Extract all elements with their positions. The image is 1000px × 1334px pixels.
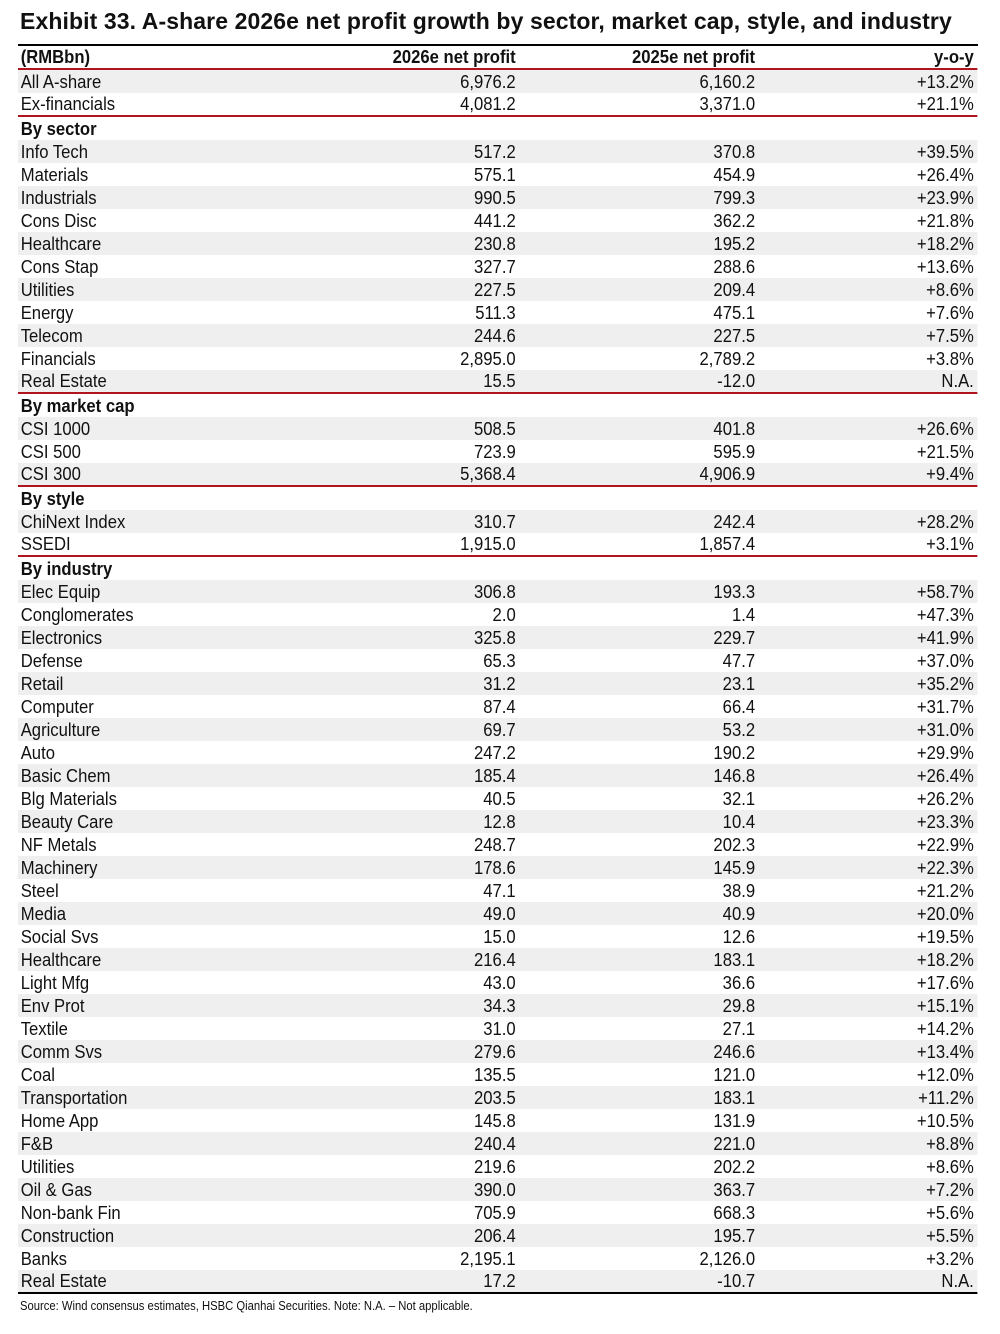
value-2026e: 87.4 — [483, 696, 516, 717]
table-row — [18, 440, 977, 463]
row-label: Env Prot — [20, 995, 85, 1016]
table-row — [18, 1086, 977, 1109]
value-2026e: 203.5 — [474, 1087, 516, 1108]
table-row — [18, 70, 977, 93]
value-yoy: +35.2% — [916, 673, 974, 694]
section-header-row — [18, 394, 977, 417]
table-row — [18, 902, 977, 925]
value-yoy: +21.2% — [916, 880, 974, 901]
value-2026e: 1,915.0 — [460, 533, 516, 554]
value-yoy: +31.7% — [916, 696, 974, 717]
value-yoy: +13.6% — [916, 256, 974, 277]
value-yoy: +23.9% — [916, 187, 974, 208]
value-yoy: +8.6% — [926, 279, 974, 300]
profit-growth-table — [18, 44, 978, 1294]
value-yoy: +26.6% — [916, 418, 974, 439]
table-row — [18, 1155, 977, 1178]
row-label: ChiNext Index — [20, 511, 126, 532]
table-body — [18, 70, 978, 1294]
value-2025e: 190.2 — [713, 742, 756, 763]
table-row — [18, 232, 977, 255]
table-row — [18, 695, 977, 718]
section-label: By market cap — [20, 395, 135, 416]
table-row — [18, 417, 977, 440]
value-2025e: 3,371.0 — [699, 93, 756, 114]
row-label: Home App — [20, 1110, 99, 1131]
value-2026e: 47.1 — [483, 880, 516, 901]
table-header-row — [18, 46, 977, 70]
value-2026e: 244.6 — [474, 325, 516, 346]
table-row — [18, 1270, 977, 1294]
value-2025e: 1,857.4 — [699, 533, 756, 554]
table-row — [18, 140, 977, 163]
row-label: Cons Stap — [20, 256, 99, 277]
value-2026e: 17.2 — [483, 1270, 516, 1291]
value-yoy: +8.6% — [926, 1156, 974, 1177]
section-header-row — [18, 117, 977, 140]
value-2025e: 401.8 — [713, 418, 756, 439]
value-2026e: 43.0 — [483, 972, 516, 993]
table-row — [18, 186, 977, 209]
value-2026e: 325.8 — [474, 627, 516, 648]
row-label: Info Tech — [20, 141, 88, 162]
value-2026e: 2,195.1 — [460, 1248, 516, 1269]
section-label: By style — [20, 488, 85, 509]
value-yoy: +41.9% — [916, 627, 974, 648]
value-2025e: 121.0 — [713, 1064, 756, 1085]
value-2026e: 206.4 — [474, 1225, 516, 1246]
row-label: Oil & Gas — [20, 1179, 92, 1200]
value-yoy: N.A. — [941, 370, 974, 391]
table-row — [18, 741, 977, 764]
value-yoy: +11.2% — [918, 1087, 974, 1108]
value-2026e: 508.5 — [474, 418, 516, 439]
value-yoy: +26.2% — [916, 788, 974, 809]
row-label: Retail — [20, 673, 64, 694]
value-2026e: 227.5 — [474, 279, 516, 300]
row-label: Ex-financials — [20, 93, 116, 114]
row-label: Electronics — [20, 627, 103, 648]
value-2025e: 32.1 — [722, 788, 756, 809]
value-2025e: 246.6 — [713, 1041, 756, 1062]
row-label: Real Estate — [20, 370, 107, 391]
row-label: Textile — [20, 1018, 68, 1039]
value-yoy: +7.5% — [926, 325, 974, 346]
value-2026e: 49.0 — [483, 903, 516, 924]
value-yoy: +13.4% — [916, 1041, 974, 1062]
value-2026e: 306.8 — [474, 581, 516, 602]
table-row — [18, 324, 977, 347]
source-note: Source: Wind consensus estimates, HSBC Qianhai Securities. Note: N.A. – Not applicable. — [20, 1299, 473, 1313]
row-label: Coal — [20, 1064, 55, 1085]
table-row — [18, 718, 977, 741]
table-row — [18, 463, 977, 487]
row-label: Industrials — [20, 187, 97, 208]
row-label: Light Mfg — [20, 972, 90, 993]
value-2025e: 53.2 — [722, 719, 756, 740]
value-2025e: 221.0 — [713, 1133, 756, 1154]
value-yoy: +18.2% — [916, 949, 974, 970]
section-header-row — [18, 487, 977, 510]
row-label: Utilities — [20, 279, 75, 300]
value-2026e: 327.7 — [474, 256, 516, 277]
value-2026e: 15.5 — [483, 370, 516, 391]
row-label: Transportation — [20, 1087, 128, 1108]
exhibit-title: Exhibit 33. A-share 2026e net profit growth by sector, market cap, style, and industry — [20, 8, 952, 34]
value-2025e: 6,160.2 — [699, 71, 756, 92]
value-2026e: 279.6 — [474, 1041, 516, 1062]
table-row — [18, 672, 977, 695]
row-label: Media — [20, 903, 67, 924]
value-yoy: +5.5% — [926, 1225, 974, 1246]
value-2025e: 370.8 — [713, 141, 756, 162]
value-2025e: 145.9 — [713, 857, 756, 878]
value-2026e: 15.0 — [483, 926, 516, 947]
table-row — [18, 255, 977, 278]
value-2026e: 240.4 — [474, 1133, 516, 1154]
value-2025e: 475.1 — [713, 302, 756, 323]
value-yoy: +14.2% — [916, 1018, 974, 1039]
table-row — [18, 856, 977, 879]
row-label: Energy — [20, 302, 74, 323]
value-2025e: 195.7 — [713, 1225, 756, 1246]
table-row — [18, 1063, 977, 1086]
table-row — [18, 879, 977, 902]
value-2025e: 47.7 — [722, 650, 756, 671]
value-yoy: +23.3% — [916, 811, 974, 832]
table-row — [18, 1178, 977, 1201]
value-2026e: 5,368.4 — [460, 463, 516, 484]
value-yoy: +7.2% — [926, 1179, 974, 1200]
value-2026e: 12.8 — [483, 811, 516, 832]
value-2025e: 288.6 — [713, 256, 756, 277]
table-row — [18, 1224, 977, 1247]
header-unit: (RMBbn) — [20, 46, 91, 67]
value-yoy: +9.4% — [926, 463, 974, 484]
row-label: Cons Disc — [20, 210, 97, 231]
table-row — [18, 93, 977, 117]
value-yoy: +10.5% — [916, 1110, 974, 1131]
row-label: Comm Svs — [20, 1041, 103, 1062]
row-label: Healthcare — [20, 233, 102, 254]
section-label: By sector — [20, 118, 97, 139]
row-label: Real Estate — [20, 1270, 107, 1291]
value-2026e: 135.5 — [474, 1064, 516, 1085]
table-row — [18, 787, 977, 810]
value-2025e: 2,126.0 — [699, 1248, 756, 1269]
value-2025e: 27.1 — [722, 1018, 756, 1039]
table-row — [18, 301, 977, 324]
value-yoy: +47.3% — [916, 604, 974, 625]
value-2026e: 230.8 — [474, 233, 516, 254]
row-label: Basic Chem — [20, 765, 111, 786]
value-2025e: -12.0 — [717, 370, 756, 391]
value-yoy: +58.7% — [916, 581, 974, 602]
table-row — [18, 510, 977, 533]
table-row — [18, 1109, 977, 1132]
value-yoy: +19.5% — [916, 926, 974, 947]
row-label: Auto — [20, 742, 55, 763]
table-row — [18, 971, 977, 994]
value-yoy: +29.9% — [916, 742, 974, 763]
value-2026e: 2,895.0 — [460, 348, 516, 369]
value-2025e: 4,906.9 — [699, 463, 756, 484]
value-2026e: 34.3 — [483, 995, 516, 1016]
value-2026e: 517.2 — [474, 141, 516, 162]
value-yoy: +28.2% — [916, 511, 974, 532]
value-2025e: 146.8 — [713, 765, 756, 786]
table-row — [18, 948, 977, 971]
value-yoy: +20.0% — [916, 903, 974, 924]
value-2025e: 23.1 — [722, 673, 756, 694]
section-label: By industry — [20, 558, 113, 579]
table-row — [18, 925, 977, 948]
value-2025e: 242.4 — [713, 511, 756, 532]
value-2025e: 209.4 — [713, 279, 756, 300]
value-2025e: 799.3 — [713, 187, 756, 208]
value-2026e: 6,976.2 — [460, 71, 516, 92]
table-row — [18, 1247, 977, 1270]
value-2025e: 202.3 — [713, 834, 756, 855]
value-2025e: 229.7 — [713, 627, 756, 648]
value-yoy: +5.6% — [926, 1202, 974, 1223]
value-2026e: 575.1 — [474, 164, 516, 185]
value-yoy: +17.6% — [916, 972, 974, 993]
value-2026e: 31.0 — [483, 1018, 516, 1039]
table-row — [18, 278, 977, 301]
value-2026e: 511.3 — [475, 302, 516, 323]
row-label: Steel — [20, 880, 59, 901]
row-label: Financials — [20, 348, 96, 369]
value-2026e: 40.5 — [483, 788, 516, 809]
value-2025e: 193.3 — [713, 581, 756, 602]
value-yoy: +26.4% — [916, 164, 974, 185]
table-row — [18, 1040, 977, 1063]
row-label: Blg Materials — [20, 788, 117, 809]
value-2025e: 668.3 — [713, 1202, 756, 1223]
value-2025e: -10.7 — [717, 1270, 756, 1291]
value-2026e: 216.4 — [474, 949, 516, 970]
value-2025e: 362.2 — [713, 210, 756, 231]
row-label: Beauty Care — [20, 811, 114, 832]
row-label: Agriculture — [20, 719, 101, 740]
table-row — [18, 626, 977, 649]
value-yoy: +18.2% — [916, 233, 974, 254]
value-2025e: 66.4 — [722, 696, 756, 717]
value-yoy: +13.2% — [916, 71, 974, 92]
row-label: SSEDI — [20, 533, 71, 554]
value-yoy: +7.6% — [926, 302, 974, 323]
row-label: CSI 300 — [20, 463, 81, 484]
value-yoy: +37.0% — [916, 650, 974, 671]
value-2026e: 990.5 — [474, 187, 516, 208]
table-row — [18, 347, 977, 370]
table-row — [18, 649, 977, 672]
value-yoy: +26.4% — [916, 765, 974, 786]
value-2026e: 219.6 — [474, 1156, 516, 1177]
value-2026e: 705.9 — [474, 1202, 516, 1223]
value-2025e: 195.2 — [713, 233, 756, 254]
row-label: Computer — [20, 696, 94, 717]
row-label: F&B — [20, 1133, 54, 1154]
header-yoy: y-o-y — [934, 46, 974, 67]
table-row — [18, 163, 977, 186]
row-label: Materials — [20, 164, 89, 185]
row-label: Non-bank Fin — [20, 1202, 121, 1223]
value-yoy: +21.5% — [916, 441, 974, 462]
row-label: Telecom — [20, 325, 83, 346]
value-2026e: 441.2 — [474, 210, 516, 231]
table-row — [18, 1201, 977, 1224]
value-2026e: 69.7 — [483, 719, 516, 740]
value-yoy: +22.9% — [916, 834, 974, 855]
row-label: Social Svs — [20, 926, 99, 947]
header-2026e: 2026e net profit — [392, 46, 516, 67]
value-2025e: 202.2 — [713, 1156, 756, 1177]
row-label: Banks — [20, 1248, 67, 1269]
value-yoy: N.A. — [941, 1270, 974, 1291]
value-2025e: 38.9 — [722, 880, 756, 901]
table-row — [18, 209, 977, 232]
value-2025e: 12.6 — [722, 926, 756, 947]
value-2026e: 248.7 — [474, 834, 516, 855]
row-label: Defense — [20, 650, 83, 671]
value-2025e: 1.4 — [731, 604, 756, 625]
value-2026e: 185.4 — [474, 765, 516, 786]
row-label: Healthcare — [20, 949, 102, 970]
table-row — [18, 370, 977, 394]
table-row — [18, 833, 977, 856]
value-2026e: 145.8 — [474, 1110, 516, 1131]
value-2025e: 40.9 — [722, 903, 756, 924]
value-yoy: +3.1% — [926, 533, 974, 554]
row-label: All A-share — [20, 71, 102, 92]
value-yoy: +22.3% — [916, 857, 974, 878]
value-2025e: 183.1 — [713, 1087, 756, 1108]
table-row — [18, 764, 977, 787]
value-2025e: 29.8 — [722, 995, 756, 1016]
value-2025e: 131.9 — [713, 1110, 756, 1131]
row-label: Conglomerates — [20, 604, 134, 625]
value-2025e: 595.9 — [713, 441, 756, 462]
value-2026e: 178.6 — [474, 857, 516, 878]
value-yoy: +12.0% — [916, 1064, 974, 1085]
value-2026e: 2.0 — [492, 604, 516, 625]
table-row — [18, 994, 977, 1017]
row-label: Utilities — [20, 1156, 75, 1177]
section-header-row — [18, 557, 977, 580]
value-2025e: 2,789.2 — [699, 348, 756, 369]
table-row — [18, 533, 977, 557]
value-2025e: 10.4 — [722, 811, 756, 832]
value-yoy: +3.2% — [926, 1248, 974, 1269]
row-label: Elec Equip — [20, 581, 101, 602]
value-2026e: 723.9 — [474, 441, 516, 462]
value-yoy: +21.1% — [916, 93, 974, 114]
table-row — [18, 1017, 977, 1040]
row-label: CSI 500 — [20, 441, 81, 462]
table-row — [18, 810, 977, 833]
value-2026e: 247.2 — [474, 742, 516, 763]
value-yoy: +39.5% — [916, 141, 974, 162]
value-2025e: 454.9 — [713, 164, 756, 185]
value-yoy: +31.0% — [916, 719, 974, 740]
table-row — [18, 580, 977, 603]
value-yoy: +21.8% — [916, 210, 974, 231]
value-2026e: 31.2 — [483, 673, 516, 694]
value-yoy: +3.8% — [926, 348, 974, 369]
value-2026e: 390.0 — [474, 1179, 516, 1200]
row-label: CSI 1000 — [20, 418, 91, 439]
value-2025e: 227.5 — [713, 325, 756, 346]
table-row — [18, 603, 977, 626]
value-2025e: 363.7 — [713, 1179, 756, 1200]
row-label: NF Metals — [20, 834, 97, 855]
value-2026e: 65.3 — [483, 650, 516, 671]
table-row — [18, 1132, 977, 1155]
value-2025e: 36.6 — [722, 972, 756, 993]
value-yoy: +15.1% — [916, 995, 974, 1016]
value-2025e: 183.1 — [713, 949, 756, 970]
row-label: Machinery — [20, 857, 98, 878]
header-2025e: 2025e net profit — [632, 46, 756, 67]
value-2026e: 310.7 — [474, 511, 516, 532]
value-yoy: +8.8% — [926, 1133, 974, 1154]
value-2026e: 4,081.2 — [460, 93, 516, 114]
row-label: Construction — [20, 1225, 115, 1246]
